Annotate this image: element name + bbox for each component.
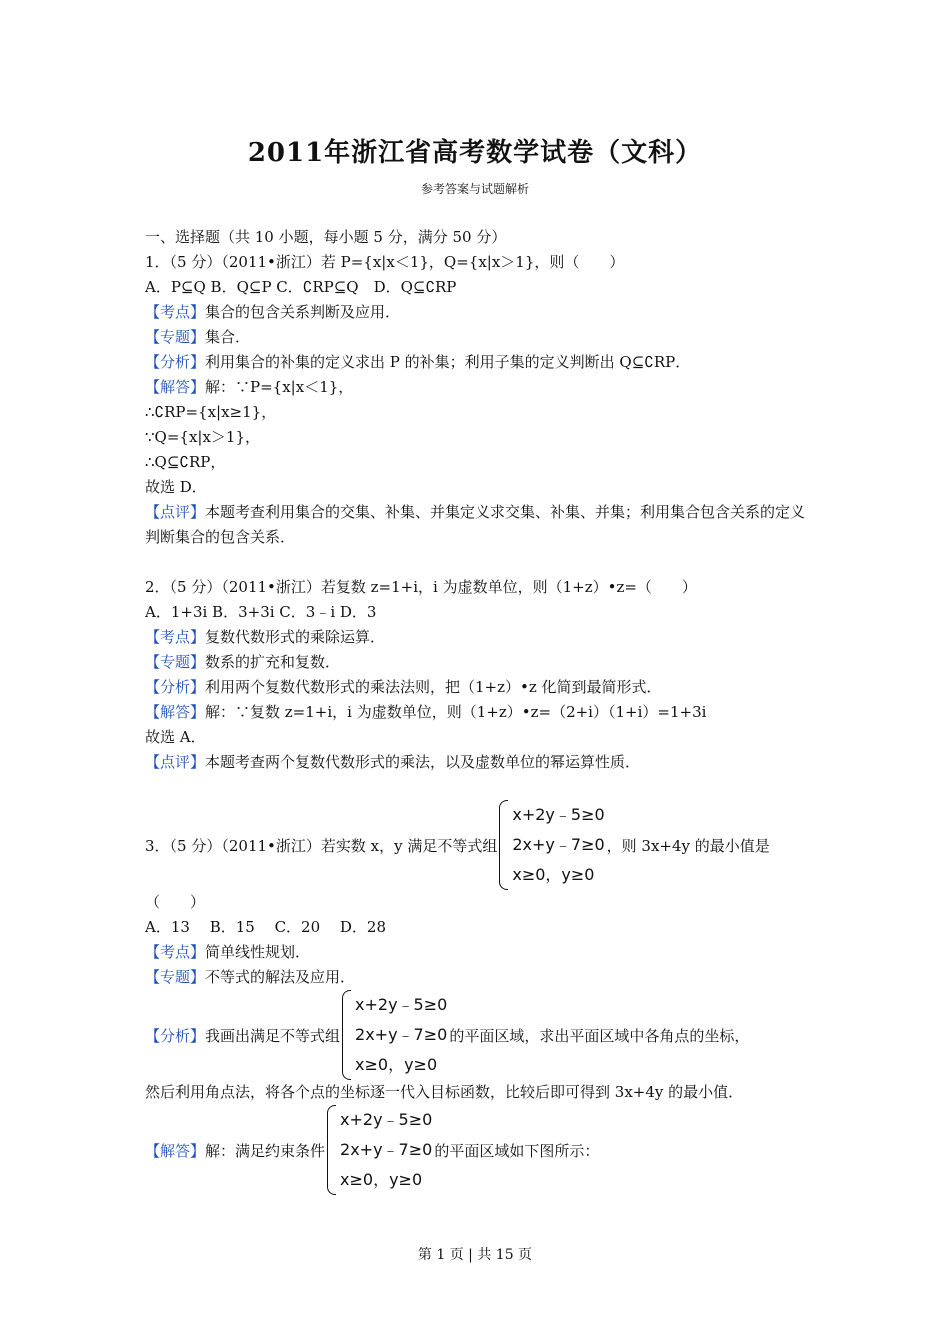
page-footer: 第 1 页 | 共 15 页: [417, 1247, 533, 1263]
q3-stem: [145, 800, 810, 890]
spacer: [145, 550, 810, 575]
kaodian-text: 复数代数形式的乘除运算．: [205, 628, 386, 646]
q3-kaodian: [145, 940, 810, 965]
fenxi-text: 利用集合的补集的定义求出 P 的补集；利用子集的定义判断出 Q⊆∁RP．: [205, 353, 691, 371]
jieda-after: 的平面区域如下图所示：: [434, 1141, 600, 1160]
section-heading: 一、选择题（共 10 小题，每小题 5 分，满分 50 分）: [145, 228, 507, 246]
q3-stem-after: ，则 3x+4y 的最小值是: [606, 836, 770, 855]
jieda-before: 解：满足约束条件: [205, 1141, 326, 1160]
jieda-text: 解：∵P={x|x＜1}，: [205, 378, 354, 396]
q1-step-4: 故选 D．: [145, 478, 207, 496]
zhuanti-text: 数系的扩充和复数．: [205, 653, 341, 671]
q1-step-1: ∴∁RP={x|x≥1}，: [145, 403, 277, 421]
fenxi-text: 利用两个复数代数形式的乘法法则，把（1+z）•z 化简到最简形式．: [205, 678, 662, 696]
q3-options: A．13 B．15 C．20 D．28: [145, 918, 387, 936]
q3-stem-before: 3．（5 分）（2011•浙江）若实数 x，y 满足不等式组: [145, 836, 498, 855]
dianping-tag: 【点评】: [145, 503, 206, 521]
inequality-3: x≥0，y≥0: [512, 865, 595, 884]
zhuanti-tag: 【专题】: [145, 968, 206, 986]
q2-jieda: [145, 700, 810, 725]
q2-zhuanti: [145, 650, 810, 675]
q3-jieda: [145, 1105, 810, 1195]
inequality-1: x+2y﹣5≥0: [512, 805, 605, 824]
q1-jieda: [145, 375, 810, 400]
q1-stem: 1．（5 分）（2011•浙江）若 P={x|x＜1}，Q={x|x＞1}，则（ ）: [145, 253, 625, 271]
kaodian-tag: 【考点】: [145, 303, 206, 321]
zhuanti-text: 不等式的解法及应用．: [205, 968, 356, 986]
inequality-1: x+2y﹣5≥0: [355, 995, 448, 1014]
jieda-tag: 【解答】: [145, 1141, 206, 1160]
q2-kaodian: [145, 625, 810, 650]
zhuanti-text: 集合．: [205, 328, 251, 346]
q1-dianping: [145, 500, 810, 550]
kaodian-text: 集合的包含关系判断及应用．: [205, 303, 401, 321]
zhuanti-tag: 【专题】: [145, 328, 206, 346]
fenxi-tag: 【分析】: [145, 678, 206, 696]
inequality-2: 2x+y﹣7≥0: [355, 1025, 448, 1044]
kaodian-text: 简单线性规划．: [205, 943, 311, 961]
kaodian-tag: 【考点】: [145, 628, 206, 646]
jieda-text: 解：∵复数 z=1+i，i 为虚数单位，则（1+z）•z=（2+i）（1+i）=1+3i: [205, 703, 707, 721]
q2-options: A．1+3i B．3+3i C．3﹣i D．3: [145, 603, 377, 621]
inequality-system: [327, 1105, 432, 1195]
dianping-text: 本题考查利用集合的交集、补集、并集定义求交集、补集、并集；利用集合包含关系的定义判断集合的包含关系．: [145, 503, 806, 546]
q1-step-3: ∴Q⊆∁RP，: [145, 453, 226, 471]
jieda-tag: 【解答】: [145, 703, 206, 721]
dianping-tag: 【点评】: [145, 753, 206, 771]
q1-step-2: ∵Q={x|x＞1}，: [145, 428, 261, 446]
fenxi-tag: 【分析】: [145, 1026, 206, 1045]
q2-dianping: [145, 750, 810, 775]
inequality-2: 2x+y﹣7≥0: [340, 1140, 433, 1159]
inequality-3: x≥0，y≥0: [355, 1055, 438, 1074]
q3-paren: （ ）: [145, 893, 206, 911]
page-subtitle: 参考答案与试题解析: [420, 182, 529, 196]
inequality-2: 2x+y﹣7≥0: [512, 835, 605, 854]
q1-fenxi: [145, 350, 810, 375]
inequality-system: [499, 800, 604, 890]
q1-zhuanti: [145, 325, 810, 350]
inequality-3: x≥0，y≥0: [340, 1170, 423, 1189]
spacer: [145, 775, 810, 800]
inequality-system: [342, 990, 447, 1080]
q1-options: A．P⊆Q B．Q⊆P C．∁RP⊆Q D．Q⊆∁RP: [145, 278, 457, 296]
document-body: [145, 225, 810, 1195]
kaodian-tag: 【考点】: [145, 943, 206, 961]
q3-fenxi: [145, 990, 810, 1080]
left-brace-icon: [327, 1105, 336, 1195]
q3-fenxi-cont: 然后利用角点法，将各个点的坐标逐一代入目标函数，比较后即可得到 3x+4y 的最小值．: [145, 1083, 744, 1101]
q2-step-1: 故选 A．: [145, 728, 206, 746]
q2-fenxi: [145, 675, 810, 700]
jieda-tag: 【解答】: [145, 378, 206, 396]
fenxi-after: 的平面区域，求出平面区域中各角点的坐标，: [449, 1026, 750, 1045]
q1-kaodian: [145, 300, 810, 325]
left-brace-icon: [499, 800, 508, 890]
inequality-1: x+2y﹣5≥0: [340, 1110, 433, 1129]
q3-zhuanti: [145, 965, 810, 990]
page-title: 2011年浙江省高考数学试卷（文科）: [247, 138, 703, 168]
fenxi-tag: 【分析】: [145, 353, 206, 371]
dianping-text: 本题考查两个复数代数形式的乘法，以及虚数单位的幂运算性质．: [205, 753, 641, 771]
zhuanti-tag: 【专题】: [145, 653, 206, 671]
left-brace-icon: [342, 990, 351, 1080]
fenxi-before: 我画出满足不等式组: [205, 1026, 341, 1045]
q2-stem: 2．（5 分）（2011•浙江）若复数 z=1+i，i 为虚数单位，则（1+z）•z=（ ）: [145, 578, 697, 596]
